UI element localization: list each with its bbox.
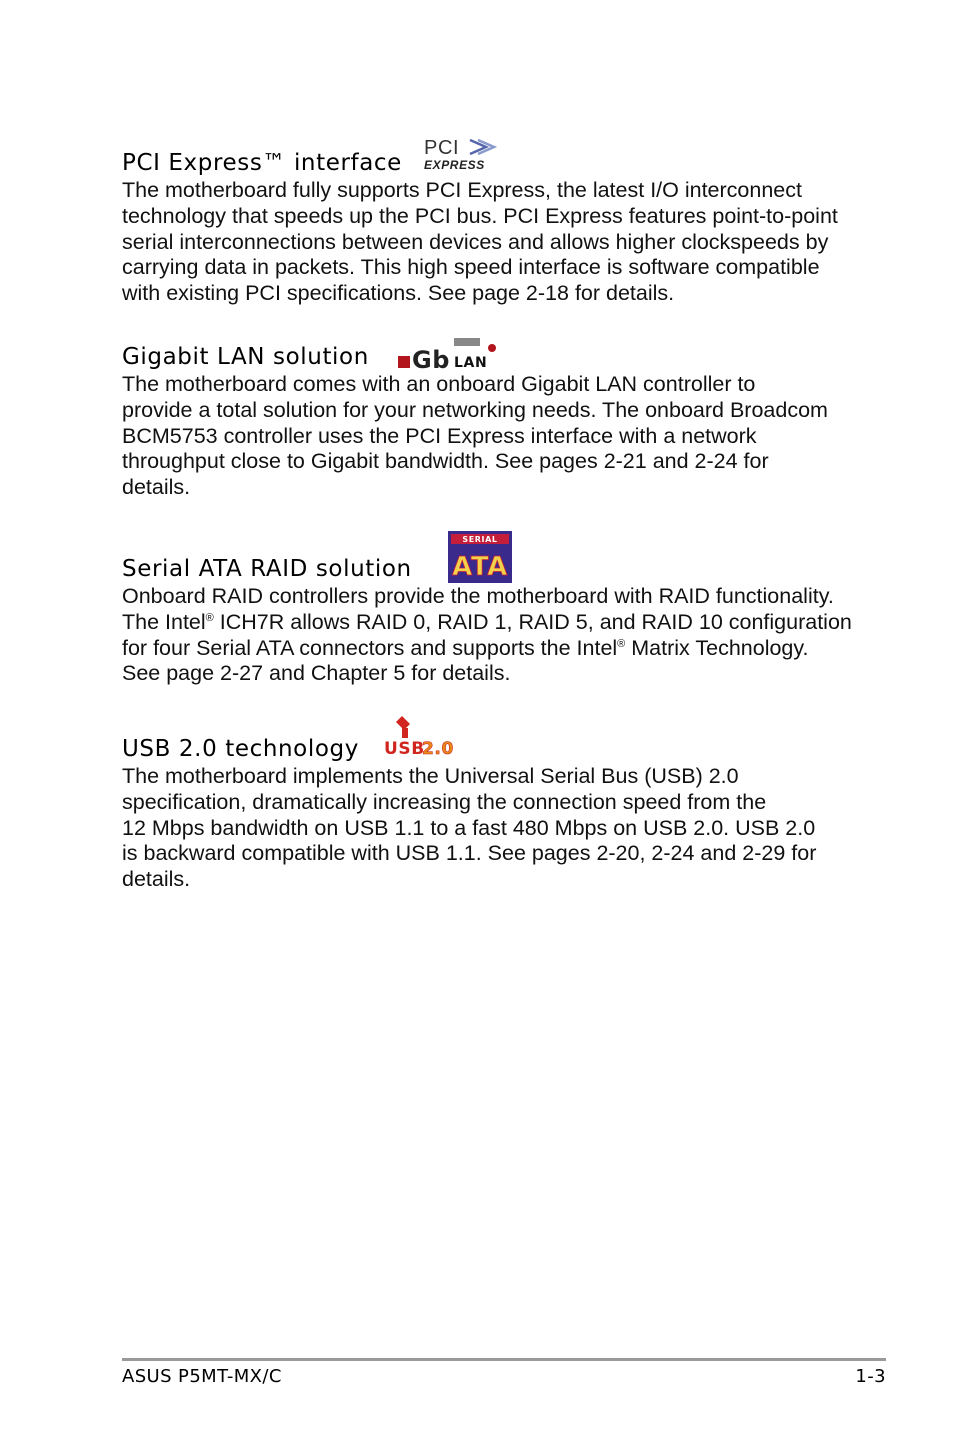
section-body: Onboard RAID controllers provide the motherboard with RAID functionality. The Intel® ICH7R allows RAID 0, RAID 1, RAID 5, and RAID 10 configuration for four Serial ATA connectors and supports the Intel® Matrix Technology. See page 2-27 and Chapter 5 for details. (122, 584, 852, 686)
section-heading (122, 128, 842, 178)
svg-text:2.0: 2.0 (422, 739, 454, 758)
footer-product-name: ASUS P5MT-MX/C (122, 1366, 282, 1387)
section-pci-express (122, 128, 842, 307)
svg-text:SERIAL: SERIAL (462, 535, 498, 544)
svg-text:USB: USB (384, 739, 425, 758)
section-body: The motherboard implements the Universal Serial Bus (USB) 2.0 specification, dramatically increasing the connection speed from the 12 Mbps bandwidth on USB 1.1 to a fast 480 Mbps on USB 2.0. USB 2.0 is backward compatible with USB 1.1. See pages 2-20, 2-24 and 2-29 for details. (122, 764, 817, 892)
serial-ata-logo-icon (448, 531, 512, 583)
section-heading (122, 534, 842, 584)
gigabit-lan-logo-icon (396, 336, 500, 372)
heading-text: Serial ATA RAID solution (122, 556, 412, 582)
footer-divider (122, 1358, 886, 1361)
section-serial-ata-raid (122, 534, 852, 687)
section-heading (122, 714, 842, 764)
section-body: The motherboard fully supports PCI Express, the latest I/O interconnect technology that speeds up the PCI bus. PCI Express features point-to-point serial interconnections between devices and allows higher clockspeeds by carrying data in packets. This high speed interface is software compatible with existing PCI specifications. See page 2-18 for details. (122, 178, 838, 306)
section-heading (122, 322, 842, 372)
section-gigabit-lan (122, 322, 842, 501)
svg-text:LAN: LAN (454, 355, 488, 371)
heading-text: USB 2.0 technology (122, 736, 359, 762)
registered-mark: ® (617, 637, 626, 650)
svg-text:EXPRESS: EXPRESS (424, 158, 485, 172)
heading-text: Gigabit LAN solution (122, 344, 369, 370)
pci-express-logo-icon (422, 136, 514, 174)
footer-page-number: 1-3 (855, 1366, 886, 1387)
section-usb-2 (122, 714, 842, 893)
section-body: The motherboard comes with an onboard Gigabit LAN controller to provide a total solution for your networking needs. The onboard Broadcom BCM5753 controller uses the PCI Express interface with a network throughput close to Gigabit bandwidth. See pages 2-21 and 2-24 for details. (122, 372, 828, 500)
svg-text:Gb: Gb (412, 346, 451, 372)
svg-text:ATA: ATA (452, 552, 508, 582)
usb-2-logo-icon (382, 714, 458, 758)
registered-mark: ® (205, 611, 214, 624)
heading-text: PCI Express™ interface (122, 150, 402, 176)
svg-text:PCI: PCI (424, 137, 460, 159)
